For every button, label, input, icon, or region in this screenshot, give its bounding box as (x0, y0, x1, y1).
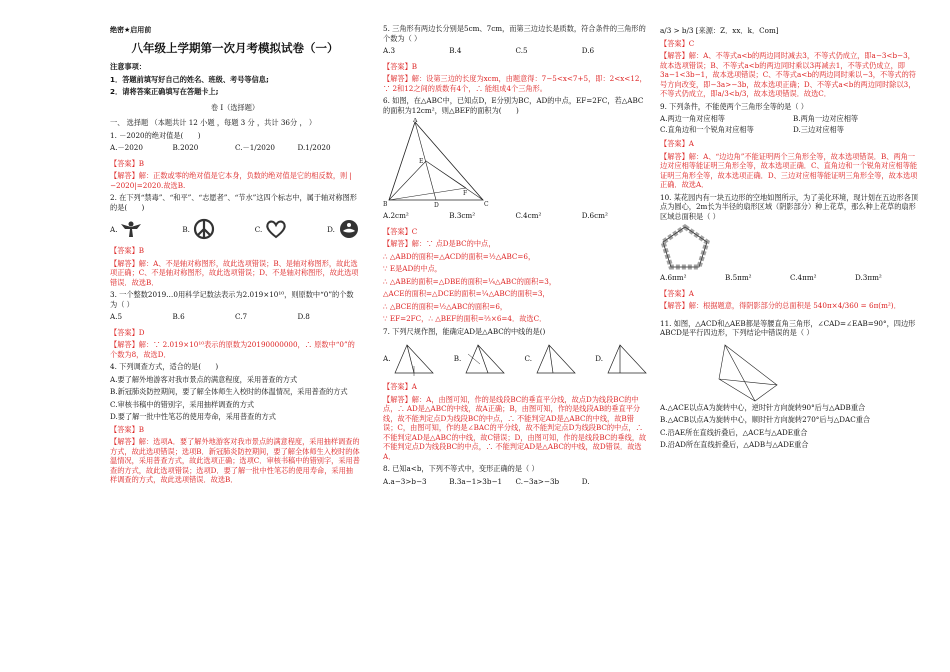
option: A.△ACE以点A为旋转中心，逆时针方向旋转90°后与△ADB重合 (660, 402, 866, 412)
option: B.6 (172, 312, 185, 322)
answer-options (660, 273, 920, 283)
option: A.3 (383, 46, 396, 55)
option-label: C. (254, 224, 263, 234)
answer-options (110, 143, 360, 153)
option: D.6 (581, 46, 595, 55)
column-left (110, 0, 360, 488)
option: D.3πm² (855, 273, 882, 282)
option: C.5 (515, 46, 528, 55)
figure-b (454, 342, 507, 376)
option-label: A. (110, 224, 118, 234)
question-text: 3. 一个整数2019…0用科学记数法表示为2.019×10¹⁰，则原数中“0”的个数为（ ） (110, 290, 354, 309)
option: B.3cm² (449, 211, 476, 220)
option: A.2cm² (383, 211, 409, 220)
option: C.直角边和一个锐角对应相等 (660, 124, 754, 134)
option: B.2020 (172, 143, 199, 153)
option: A.－2020 (110, 143, 143, 153)
option: A.a−3>b−3 (383, 476, 427, 486)
svg-text:C: C (484, 201, 489, 208)
triangle-figure (383, 118, 493, 208)
solution-text: 【解答】解：A、不是轴对称图形，故此选项错误；B、是轴对称图形，故此选项正确；C、不是轴对称图形，故此选项错误；D、不是轴对称图形，故此选项错误．故选B． (110, 258, 359, 287)
option: a/3 > b/3 [来源：Z．xx．k．Com] (660, 26, 779, 35)
column-right (660, 26, 920, 453)
solution-text: 【解答】解：A，由图可知，作的是线段BC的垂直平分线，故点D为线段BC的中点，∴ AD是△ABC的中线，故A正确；B，由图可知，作的是线段AB的垂直平分线，故不能判定点D为线段BC的中点，∴ 不能判定AD是△ABC的中线，故B错误；C，由图可知，作的是∠BAC的平分线，故不能判定点D为线段BC的中点，∴ 不能判定AD是△ABC的中线，故C错误；D，由图可知，作的是线段BC的垂线，故不能判定点D为线段BC的中点，∴ 不能判定AD是△ABC的中线，故D错误．故选A． (383, 394, 647, 461)
option-label: C. (524, 354, 532, 364)
question-text: 10. 某花园内有一块五边形的空地如图所示，为了美化环境，现计划在五边形各顶点为圆心，2m长为半径的扇形区域（阴影部分）种上花草，那么种上花草的扇形区域总面积是（ ） (660, 192, 919, 221)
option-label: A. (383, 354, 391, 364)
solution-text: 【解答】解：选项A．要了解外地游客对我市景点的满意程度，采用抽样调查的方式，故此选项错误；选项B．新冠肺炎防控期间，要了解全体师生入校时的体温情况，采用普查方式，故此选项正确；选项C．审核书稿中的错别字，采用普查的方式，故此选项错误；选项D．要了解一批中性笔芯的使用寿命，采用抽样调查的方式，故此选项错误．故选B． (110, 437, 360, 485)
figure-c (524, 342, 577, 376)
eagle-emblem-icon (120, 218, 142, 240)
option: C.4cm² (515, 211, 542, 220)
svg-text:A: A (413, 118, 418, 124)
question-text: 8. 已知a<b，下列不等式中，变形正确的是（ ） (383, 464, 539, 473)
question-text: 7. 下列尺规作图，能确定AD是△ABC的中线的是() (383, 326, 546, 336)
pentagon-figure (660, 224, 710, 270)
answer-key: 【答案】B (110, 424, 145, 434)
column-middle (383, 24, 648, 492)
option: A.5 (110, 312, 123, 322)
option: D.沿AD所在直线折叠后，△ADB与△ADE重合 (660, 440, 809, 449)
option: A.6πm² (660, 273, 687, 282)
option: C.4πm² (790, 273, 817, 282)
figure-d (595, 342, 648, 376)
question-text: 6. 如图，在△ABC中，已知点D，E分别为BC，AD的中点，EF=2FC，若△ABC的面积为12cm²，则△BEF的面积为( ) (383, 96, 644, 115)
solution-line: ∵ E是AD的中点， (383, 264, 442, 273)
answer-key: 【答案】A (383, 382, 417, 391)
notice-heading: 注意事项： (110, 62, 146, 72)
notice-item: 1．答题前填写好自己的姓名、班级、考号等信息; (110, 74, 269, 84)
question-text: 5. 三角形有两边长分别是5cm、7cm，而第三边边长是质数，符合条件的三角形的个数为（ ） (383, 24, 646, 43)
option: C.−3a>−3b (515, 476, 560, 486)
option: B.两角一边对应相等 (793, 114, 859, 123)
compass-construction-figure (393, 342, 435, 376)
water-drop-icon (338, 218, 360, 240)
solution-line: ∴ △BCE的面积=½△ABC的面积=6， (383, 301, 508, 311)
svg-text:D: D (434, 202, 439, 208)
option: A.两边一角对应相等 (660, 114, 725, 123)
option: D. (581, 476, 590, 486)
question-text: 9. 下列条件，不能使两个三角形全等的是（ ） (660, 101, 808, 111)
volume-label: 卷 I（选择题） (210, 102, 260, 112)
svg-text:F: F (463, 190, 468, 197)
answer-key: 【答案】A (660, 288, 694, 298)
option: D.6cm² (581, 211, 608, 220)
option: C.审核书稿中的错别字，采用抽样调查的方式 (110, 399, 255, 409)
compass-construction-figure (464, 342, 506, 376)
question-text: 4. 下列调查方式，适合的是( ) (110, 362, 219, 372)
answer-options (383, 477, 648, 487)
isosceles-right-triangles-figure (715, 341, 785, 403)
page-title: 八年级上学期第一次月考模拟试卷（一） (131, 41, 339, 56)
symbol-options (110, 218, 360, 240)
svg-text:E: E (419, 158, 424, 165)
solution-line: ∴ △ABD的面积=△ACD的面积=½△ABC=6， (383, 251, 536, 261)
figure-a (383, 342, 435, 376)
option: A.要了解外地游客对我市景点的满意程度，采用普查的方式 (110, 374, 298, 384)
answer-key: 【答案】A (660, 139, 694, 148)
solution-line: △ACE的面积=△DCE的面积=¼△ABC的面积=3， (383, 289, 550, 298)
option: D.8 (297, 312, 310, 322)
construction-figures (383, 342, 648, 376)
question-text: 2. 在下列“禁毒”、“和平”、“志愿者”、“节水”这四个标志中，属于轴对称图形的是( ) (110, 193, 357, 212)
compass-construction-figure (535, 342, 577, 376)
question-text: 11. 如图，△ACD和△AEB都是等腰直角三角形，∠CAD=∠EAB=90°，四边形ABCD是平行四边形，下列结论中错误的是（ ） (660, 318, 916, 337)
option: D.三边对应相等 (793, 124, 844, 134)
solution-text: 【解答】解：∵ 2.019×10¹⁰表示的原数为20190000000，∴ 原数中“0”的个数为8，故选D． (110, 340, 355, 359)
answer-key: 【答案】B (110, 246, 145, 256)
answer-key: 【答案】C (383, 226, 418, 236)
solution-line: ∵ EF=2FC，∴ △BEF的面积=⅔×6=4．故选C． (383, 314, 547, 323)
answer-options (110, 312, 360, 322)
option-c (255, 218, 288, 240)
compass-construction-figure (606, 342, 648, 376)
question-text: 1. －2020的绝对值是( ) (110, 130, 201, 140)
svg-text:B: B (383, 201, 388, 208)
option: D.1/2020 (297, 143, 331, 153)
answer-key: 【答案】D (110, 327, 145, 337)
option-label: B. (453, 354, 462, 364)
option: C.－1/2020 (235, 143, 276, 153)
option-label: B. (182, 224, 190, 234)
confidential-label: 绝密★启用前 (110, 26, 152, 34)
option-label: D. (595, 354, 603, 364)
solution-line: ∴ △ABE的面积=△DBE的面积=¼△ABC的面积=3， (383, 276, 557, 286)
solution-text: 【解答】解：A、不等式a<b的两边同时减去3，不等式仍成立，即a−3<b−3，故本选项错误；B、不等式a<b的两边同时乘以3再减去1，不等式仍成立，即3a−1<3b−1，故本选项错误；C、不等式a<b的两边同时乘以−3，不等式的符号方向改变，即−3a>−3b，故本选项正确；D、不等式a<b的两边同时除以3，不等式仍成立，即a/3<b/3，故本选项错误．故选C． (660, 51, 916, 98)
solution-text: 【解答】解：正数或零的绝对值是它本身，负数的绝对值是它的相反数，则 |−2020|=2020.故选B. (110, 171, 352, 190)
option: B.△ACB以点A为旋转中心，顺时针方向旋转270°后与△DAC重合 (660, 415, 871, 424)
option: D.要了解一批中性笔芯的使用寿命，采用普查的方式 (110, 412, 276, 422)
solution-text: 【解答】解：设第三边的长度为xcm，由题意得：7−5<x<7+5，即：2<x<12，∵ 2和12之间的质数有4个，∴ 能组成4个三角形。 (383, 74, 647, 93)
option-a (110, 218, 142, 240)
option: B.新冠肺炎防控期间，要了解全体师生入校时的体温情况，采用普查的方式 (110, 387, 348, 397)
answer-options (660, 114, 920, 134)
option-d (327, 218, 360, 240)
solution-text (383, 239, 648, 324)
section-heading: 一、 选择题 （本题共计 12 小题 ，每题 3 分 ，共计 36分 ， ） (110, 118, 317, 128)
solution-text: 【解答】解：A、“边边角”不能证明两个三角形全等，故本选项错误．B、两角一边对应相等能证明三角形全等，故本选项正确．C、直角边和一个锐角对应相等能证明三角形全等，故本选项正确．D、三边对应相等能证明三角形全等，故本选项正确．故选A． (660, 151, 918, 189)
notice-item: 2．请将答案正确填写在答题卡上; (110, 87, 219, 97)
answer-key: 【答案】C (660, 38, 695, 48)
option: B.5πm² (725, 273, 752, 282)
heart-icon (265, 218, 287, 240)
answer-options (383, 46, 648, 56)
option-label: D. (327, 224, 335, 234)
answer-options (383, 211, 648, 221)
option: C.沿AE所在直线折叠后，△ACE与△ADE重合 (660, 427, 808, 437)
answer-key: 【答案】B (383, 61, 418, 71)
answer-key: 【答案】B (110, 158, 145, 168)
option: B.3a−1>3b−1 (449, 476, 503, 486)
solution-text: 【解答】解：根据题意，得阴影部分的总面积是 540π×4/360 = 6π(m²)． (660, 301, 901, 310)
solution-line: 【解答】解：∵ 点D是BC的中点， (383, 239, 496, 248)
option: C.7 (235, 312, 248, 322)
option: B.4 (449, 46, 462, 55)
option-b (182, 218, 215, 240)
peace-sign-icon (193, 218, 215, 240)
